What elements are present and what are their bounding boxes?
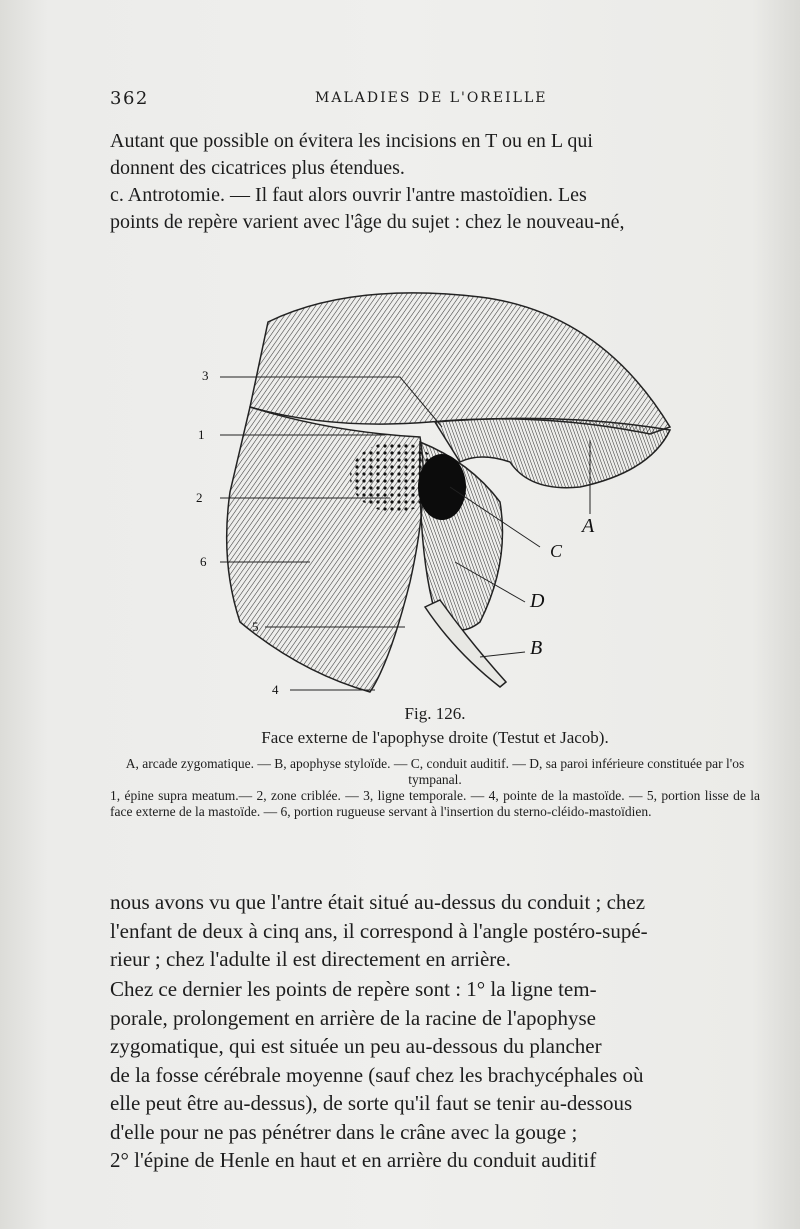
text-line: c. Antrotomie. — Il faut alors ouvrir l'antre mastoïdien. Les xyxy=(110,184,587,206)
text-line: Chez ce dernier les points de repère sont : 1° la ligne tem- xyxy=(110,977,597,1001)
figure-label-6: 6 xyxy=(200,554,207,569)
text-line: l'enfant de deux à cinq ans, il correspond à l'angle postéro-supé- xyxy=(110,918,648,943)
figure-label-1: 1 xyxy=(198,427,205,442)
figure-label-5: 5 xyxy=(252,619,259,634)
figure-number: Fig. 126. xyxy=(404,704,466,723)
text-line: Autant que possible on évitera les incisions en T ou en L qui xyxy=(110,130,593,152)
text-line: donnent des cicatrices plus étendues. xyxy=(110,157,405,179)
paragraph-intro xyxy=(110,128,760,236)
paragraph-landmarks xyxy=(110,975,760,1175)
text-line: points de repère varient avec l'âge du sujet : chez le nouveau-né, xyxy=(110,211,625,233)
figure-legend xyxy=(110,756,760,820)
figure-label-3: 3 xyxy=(202,368,209,383)
figure-label-2: 2 xyxy=(196,490,203,505)
leader-line-B xyxy=(480,652,525,657)
paragraph-antre xyxy=(110,888,760,974)
text-line: de la fosse cérébrale moyenne (sauf chez les brachycéphales où xyxy=(110,1062,644,1087)
legend-letters: A, arcade zygomatique. — B, apophyse styloïde. — C, conduit auditif. — D, sa paroi inférieure constituée par l'os tympanal. xyxy=(125,756,745,787)
legend-numbers: 1, épine supra meatum.— 2, zone criblée. — 3, ligne temporale. — 4, pointe de la mastoïde. — 5, portion lisse de la face externe de la mastoïde. — 6, portion rugueuse servant à l'insertion du sterno-cléido-mastoïdien. xyxy=(110,788,760,819)
running-title: MALADIES DE L'OREILLE xyxy=(315,90,548,106)
text-line: porale, prolongement en arrière de la racine de l'apophyse xyxy=(110,1005,596,1030)
text-line: d'elle pour ne pas pénétrer dans le crâne avec la gouge ; xyxy=(110,1119,578,1144)
text-line: rieur ; chez l'adulte il est directement en arrière. xyxy=(110,947,511,971)
auditory-meatus-shape xyxy=(418,454,466,520)
text-line: 2° l'épine de Henle en haut et en arrière du conduit auditif xyxy=(110,1148,597,1172)
text-line: nous avons vu que l'antre était situé au-dessus du conduit ; chez xyxy=(110,890,646,914)
squama-shape xyxy=(250,293,670,434)
page-number: 362 xyxy=(110,88,149,109)
figure-caption xyxy=(110,704,760,820)
figure-label-B: B xyxy=(530,637,543,659)
text-line: elle peut être au-dessus), de sorte qu'il faut se tenir au-dessous xyxy=(110,1091,633,1115)
anatomical-figure xyxy=(180,262,700,702)
running-header xyxy=(110,88,760,112)
text-line: zygomatique, qui est située un peu au-dessous du plancher xyxy=(110,1034,602,1058)
figure-label-A: A xyxy=(582,515,595,537)
figure-label-4: 4 xyxy=(272,682,279,697)
figure-label-C: C xyxy=(550,541,563,561)
figure-label-D: D xyxy=(530,590,545,612)
figure-title: Face externe de l'apophyse droite (Testut et Jacob). xyxy=(261,728,609,747)
temporal-bone-illustration xyxy=(180,262,700,702)
